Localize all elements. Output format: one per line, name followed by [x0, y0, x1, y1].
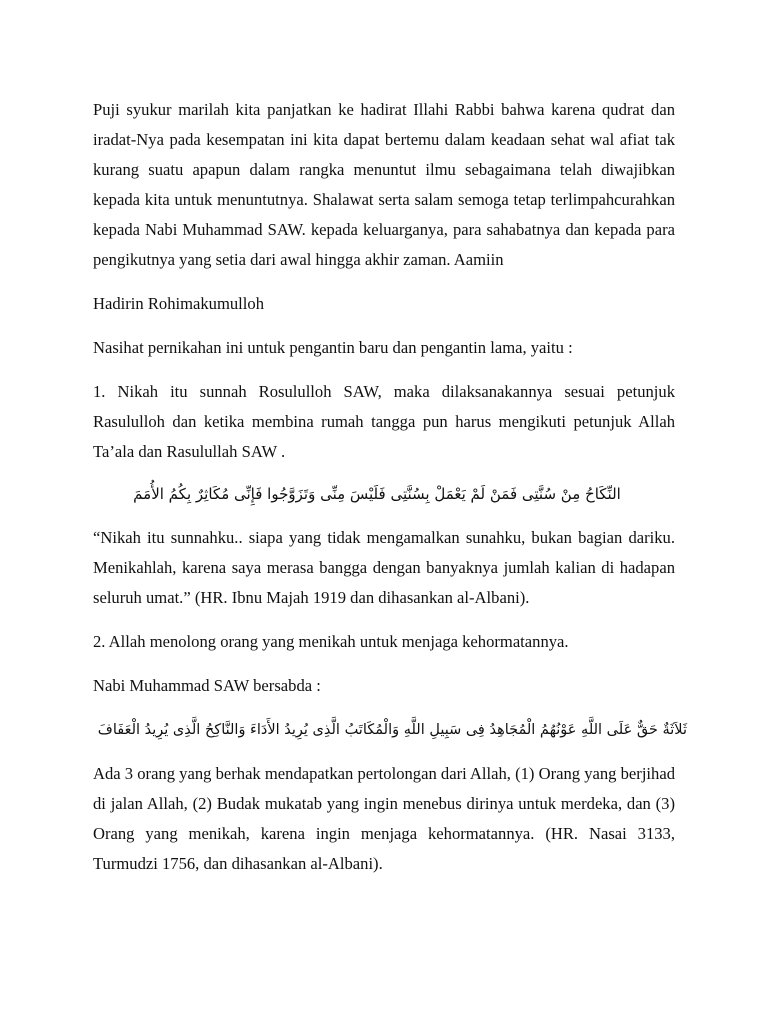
hadith-1-arabic: النِّكَاحُ مِنْ سُنَّتِى فَمَنْ لَمْ يَعْمَلْ بِسُنَّتِى فَلَيْسَ مِنِّى وَتَزَوَّجُوا فَإِنِّى مُكَاثِرٌ بِكُمُ الأُمَمَ — [133, 485, 621, 503]
greeting-paragraph: Hadirin Rohimakumulloh — [93, 294, 264, 313]
advice-intro-paragraph: Nasihat pernikahan ini untuk pengantin baru dan pengantin lama, yaitu : — [93, 338, 573, 357]
document-body — [93, 95, 687, 893]
hadith-2-arabic: ثَلاَثَةٌ حَقٌّ عَلَى اللَّهِ عَوْنُهُمُ الْمُجَاهِدُ فِى سَبِيلِ اللَّهِ وَالْمُكَاتَبُ الَّذِى يُرِيدُ الأَدَاءَ وَالنَّاكِحُ الَّذِى يُرِيدُ الْعَفَافَ — [97, 722, 687, 738]
hadith-1-translation: “Nikah itu sunnahku.. siapa yang tidak mengamalkan sunahku, bukan bagian dariku. Menikahlah, karena saya merasa bangga dengan banyaknya jumlah kalian di hadapan seluruh umat.” (HR. Ibnu Majah 1919 dan dihasankan al-Albani). — [93, 528, 675, 607]
prophet-said-paragraph: Nabi Muhammad SAW bersabda : — [93, 676, 321, 695]
hadith-2-translation: Ada 3 orang yang berhak mendapatkan pertolongan dari Allah, (1) Orang yang berjihad di jalan Allah, (2) Budak mukatab yang ingin menebus dirinya untuk merdeka, dan (3) Orang yang menikah, karena ingin menjaga kehormatannya. (HR. Nasai 3133, Turmudzi 1756, dan dihasankan al-Albani). — [93, 764, 675, 873]
point-1-paragraph: 1. Nikah itu sunnah Rosululloh SAW, maka dilaksanakannya sesuai petunjuk Rasululloh dan ketika membina rumah tangga pun harus mengikuti petunjuk Allah Ta’ala dan Rasulullah SAW . — [93, 382, 675, 461]
point-2-paragraph: 2. Allah menolong orang yang menikah untuk menjaga kehormatannya. — [93, 632, 569, 651]
intro-paragraph: Puji syukur marilah kita panjatkan ke hadirat Illahi Rabbi bahwa karena qudrat dan iradat-Nya pada kesempatan ini kita dapat bertemu dalam keadaan sehat wal afiat tak kurang suatu apapun dalam rangka menuntut ilmu sebagaimana telah diwajibkan kepada kita untuk menuntutnya. Shalawat serta salam semoga tetap terlimpahcurahkan kepada Nabi Muhammad SAW. kepada keluarganya, para sahabatnya dan kepada para pengikutnya yang setia dari awal hingga akhir zaman. Aamiin — [93, 100, 675, 269]
